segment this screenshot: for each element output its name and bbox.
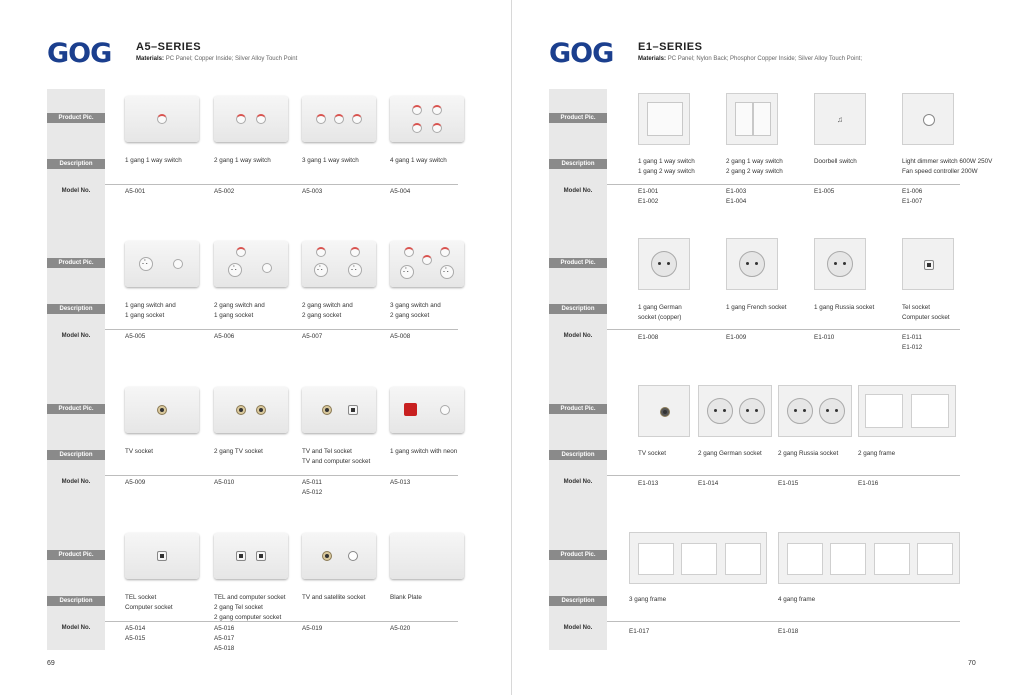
row-divider	[607, 475, 960, 476]
tv-socket-icon	[157, 405, 167, 415]
product-description: Light dimmer switch 600W 250V Fan speed controller 200W	[902, 158, 993, 175]
label-description: Description	[549, 596, 607, 606]
label-product-pic: Product Pic.	[549, 113, 607, 123]
label-column	[549, 89, 607, 650]
product-picture	[302, 96, 376, 142]
switch-button	[404, 247, 414, 257]
product-picture	[125, 96, 199, 142]
switch-button	[316, 247, 326, 257]
product-description: 3 gang frame	[629, 596, 667, 603]
product-picture	[302, 241, 376, 287]
row-divider	[105, 184, 458, 185]
product-picture	[302, 387, 376, 433]
label-product-pic: Product Pic.	[549, 258, 607, 268]
product-picture	[698, 385, 772, 437]
product-description: TV socket	[125, 448, 153, 455]
product-description: 3 gang switch and 2 gang socket	[390, 302, 441, 319]
frame-cell	[874, 543, 910, 575]
materials-line	[136, 56, 297, 62]
label-product-pic: Product Pic.	[47, 258, 105, 268]
label-description: Description	[549, 450, 607, 460]
switch-button	[350, 247, 360, 257]
product-picture	[638, 93, 690, 145]
tel-socket-icon	[236, 551, 246, 561]
product-picture	[125, 241, 199, 287]
frame-cell	[638, 543, 674, 575]
schuko-socket-icon	[739, 398, 765, 424]
product-picture	[858, 385, 956, 437]
au-socket-icon	[348, 263, 362, 277]
switch-button	[412, 105, 422, 115]
label-column	[47, 89, 105, 650]
label-description: Description	[549, 159, 607, 169]
au-socket-icon	[440, 265, 454, 279]
product-picture	[902, 93, 954, 145]
switch-button	[173, 259, 183, 269]
product-picture	[638, 238, 690, 290]
model-number: E1-014	[698, 480, 719, 487]
model-number: A5-001	[125, 188, 146, 195]
schuko-socket-icon	[707, 398, 733, 424]
schuko-socket-icon	[787, 398, 813, 424]
frame-cell	[865, 394, 903, 428]
au-socket-icon	[228, 263, 242, 277]
page-number: 70	[968, 660, 976, 667]
product-picture	[726, 93, 778, 145]
logo: GOG	[549, 38, 614, 69]
model-number: A5-014 A5-015	[125, 625, 146, 642]
logo: GOG	[47, 38, 112, 69]
product-picture	[814, 238, 866, 290]
product-description: TV and Tel socket TV and computer socket	[302, 448, 371, 465]
switch-button	[432, 123, 442, 133]
bell-icon: ♫	[837, 115, 843, 124]
switch-button	[352, 114, 362, 124]
label-model-no: Model No.	[563, 625, 593, 631]
product-picture	[390, 96, 464, 142]
switch-button	[256, 114, 266, 124]
product-picture	[390, 241, 464, 287]
model-number: E1-006 E1-007	[902, 188, 923, 205]
label-product-pic: Product Pic.	[47, 404, 105, 414]
model-number: A5-007	[302, 333, 323, 340]
product-picture	[638, 385, 690, 437]
label-product-pic: Product Pic.	[549, 404, 607, 414]
product-description: 2 gang switch and 2 gang socket	[302, 302, 353, 319]
tel-socket-icon	[157, 551, 167, 561]
materials-text: PC Panel; Copper Inside; Silver Alloy Touch Point	[165, 56, 298, 62]
computer-socket-icon	[256, 551, 266, 561]
materials-line	[638, 56, 862, 62]
model-number: A5-009	[125, 479, 146, 486]
materials-text: PC Panel; Nylon Back; Phosphor Copper Inside; Silver Alloy Touch Point;	[667, 56, 863, 62]
product-description: 1 gang switch and 1 gang socket	[125, 302, 176, 319]
product-description: TV and satellite socket	[302, 594, 366, 601]
switch-button	[422, 255, 432, 265]
neon-switch-icon	[404, 403, 417, 416]
row-divider	[607, 621, 960, 622]
row-divider	[105, 475, 458, 476]
materials-label: Materials:	[638, 56, 667, 62]
product-picture	[214, 533, 288, 579]
tv-socket-icon	[256, 405, 266, 415]
satellite-socket-icon	[348, 551, 358, 561]
model-number: A5-013	[390, 479, 411, 486]
label-model-no: Model No.	[61, 333, 91, 339]
page-right	[512, 0, 1024, 695]
frame-cell	[681, 543, 717, 575]
model-number: E1-003 E1-004	[726, 188, 747, 205]
label-description: Description	[47, 596, 105, 606]
materials-label: Materials:	[136, 56, 165, 62]
product-picture	[214, 387, 288, 433]
tv-socket-icon	[322, 551, 332, 561]
switch-button	[412, 123, 422, 133]
label-product-pic: Product Pic.	[549, 550, 607, 560]
model-number: A5-008	[390, 333, 411, 340]
model-number: A5-020	[390, 625, 411, 632]
switch-button	[432, 105, 442, 115]
switch-button	[440, 247, 450, 257]
label-model-no: Model No.	[61, 188, 91, 194]
product-description: 1 gang French socket	[726, 304, 787, 311]
product-description: 4 gang 1 way switch	[390, 157, 447, 164]
model-number: A5-011 A5-012	[302, 479, 323, 496]
product-picture	[902, 238, 954, 290]
switch-button	[157, 114, 167, 124]
label-description: Description	[549, 304, 607, 314]
model-number: E1-018	[778, 628, 799, 635]
model-number: A5-006	[214, 333, 235, 340]
product-description: 2 gang Russia socket	[778, 450, 839, 457]
schuko-socket-icon	[827, 251, 853, 277]
product-description: 2 gang German socket	[698, 450, 762, 457]
product-description: TEL and computer socket 2 gang Tel socket 2 gang computer socket	[214, 594, 286, 621]
model-number: E1-017	[629, 628, 650, 635]
switch-button	[236, 114, 246, 124]
au-socket-icon	[314, 263, 328, 277]
rocker-switch	[735, 102, 753, 136]
product-description: 1 gang Russia socket	[814, 304, 875, 311]
tel-socket-icon	[348, 405, 358, 415]
product-description: 3 gang 1 way switch	[302, 157, 359, 164]
product-description: Doorbell switch	[814, 158, 857, 165]
series-title: A5–SERIES	[136, 41, 202, 53]
label-description: Description	[47, 304, 105, 314]
row-divider	[105, 329, 458, 330]
label-model-no: Model No.	[563, 333, 593, 339]
tv-socket-icon	[660, 407, 670, 417]
product-description: Tel socket Computer socket	[902, 304, 950, 321]
tv-socket-icon	[322, 405, 332, 415]
product-picture	[778, 532, 960, 584]
rocker-switch	[647, 102, 683, 136]
page-number: 69	[47, 660, 55, 667]
frame-cell	[830, 543, 866, 575]
dimmer-knob-icon	[923, 114, 935, 126]
model-number: E1-016	[858, 480, 879, 487]
model-number: A5-003	[302, 188, 323, 195]
label-model-no: Model No.	[563, 188, 593, 194]
model-number: E1-008	[638, 334, 659, 341]
product-picture	[726, 238, 778, 290]
product-description: TEL socket Computer socket	[125, 594, 173, 611]
schuko-socket-icon	[739, 251, 765, 277]
switch-button	[440, 405, 450, 415]
product-picture	[390, 533, 464, 579]
product-description: 2 gang switch and 1 gang socket	[214, 302, 265, 319]
tel-socket-icon	[924, 260, 934, 270]
product-picture	[125, 533, 199, 579]
row-divider	[607, 184, 960, 185]
model-number: E1-011 E1-012	[902, 334, 923, 351]
product-picture	[778, 385, 852, 437]
product-picture	[629, 532, 767, 584]
model-number: A5-019	[302, 625, 323, 632]
product-description: Blank Plate	[390, 594, 422, 601]
model-number: E1-001 E1-002	[638, 188, 659, 205]
label-description: Description	[47, 450, 105, 460]
product-description: 4 gang frame	[778, 596, 816, 603]
product-description: 1 gang switch with neon	[390, 448, 458, 455]
product-description: 2 gang 1 way switch 2 gang 2 way switch	[726, 158, 783, 175]
frame-cell	[917, 543, 953, 575]
product-description: TV socket	[638, 450, 666, 457]
product-picture	[390, 387, 464, 433]
model-number: E1-009	[726, 334, 747, 341]
product-description: 2 gang frame	[858, 450, 896, 457]
product-picture	[814, 93, 866, 145]
product-picture	[302, 533, 376, 579]
tv-socket-icon	[236, 405, 246, 415]
rocker-switch	[753, 102, 771, 136]
switch-button	[262, 263, 272, 273]
label-description: Description	[47, 159, 105, 169]
model-number: A5-002	[214, 188, 235, 195]
product-description: 1 gang 1 way switch 1 gang 2 way switch	[638, 158, 695, 175]
product-picture	[125, 387, 199, 433]
switch-button	[334, 114, 344, 124]
model-number: A5-010	[214, 479, 235, 486]
schuko-socket-icon	[819, 398, 845, 424]
product-description: 2 gang 1 way switch	[214, 157, 271, 164]
model-number: A5-016 A5-017 A5-018	[214, 625, 235, 652]
label-model-no: Model No.	[61, 479, 91, 485]
row-divider	[607, 329, 960, 330]
switch-button	[316, 114, 326, 124]
model-number: E1-010	[814, 334, 835, 341]
schuko-socket-icon	[651, 251, 677, 277]
frame-cell	[911, 394, 949, 428]
model-number: E1-015	[778, 480, 799, 487]
label-product-pic: Product Pic.	[47, 113, 105, 123]
product-description: 2 gang TV socket	[214, 448, 263, 455]
model-number: E1-013	[638, 480, 659, 487]
product-description: 1 gang German socket (copper)	[638, 304, 682, 321]
switch-button	[236, 247, 246, 257]
frame-cell	[787, 543, 823, 575]
model-number: A5-004	[390, 188, 411, 195]
product-picture	[214, 241, 288, 287]
au-socket-icon	[139, 257, 153, 271]
model-number: E1-005	[814, 188, 835, 195]
series-title: E1–SERIES	[638, 41, 703, 53]
label-model-no: Model No.	[61, 625, 91, 631]
product-description: 1 gang 1 way switch	[125, 157, 182, 164]
product-picture	[214, 96, 288, 142]
label-product-pic: Product Pic.	[47, 550, 105, 560]
model-number: A5-005	[125, 333, 146, 340]
frame-cell	[725, 543, 761, 575]
au-socket-icon	[400, 265, 414, 279]
label-model-no: Model No.	[563, 479, 593, 485]
